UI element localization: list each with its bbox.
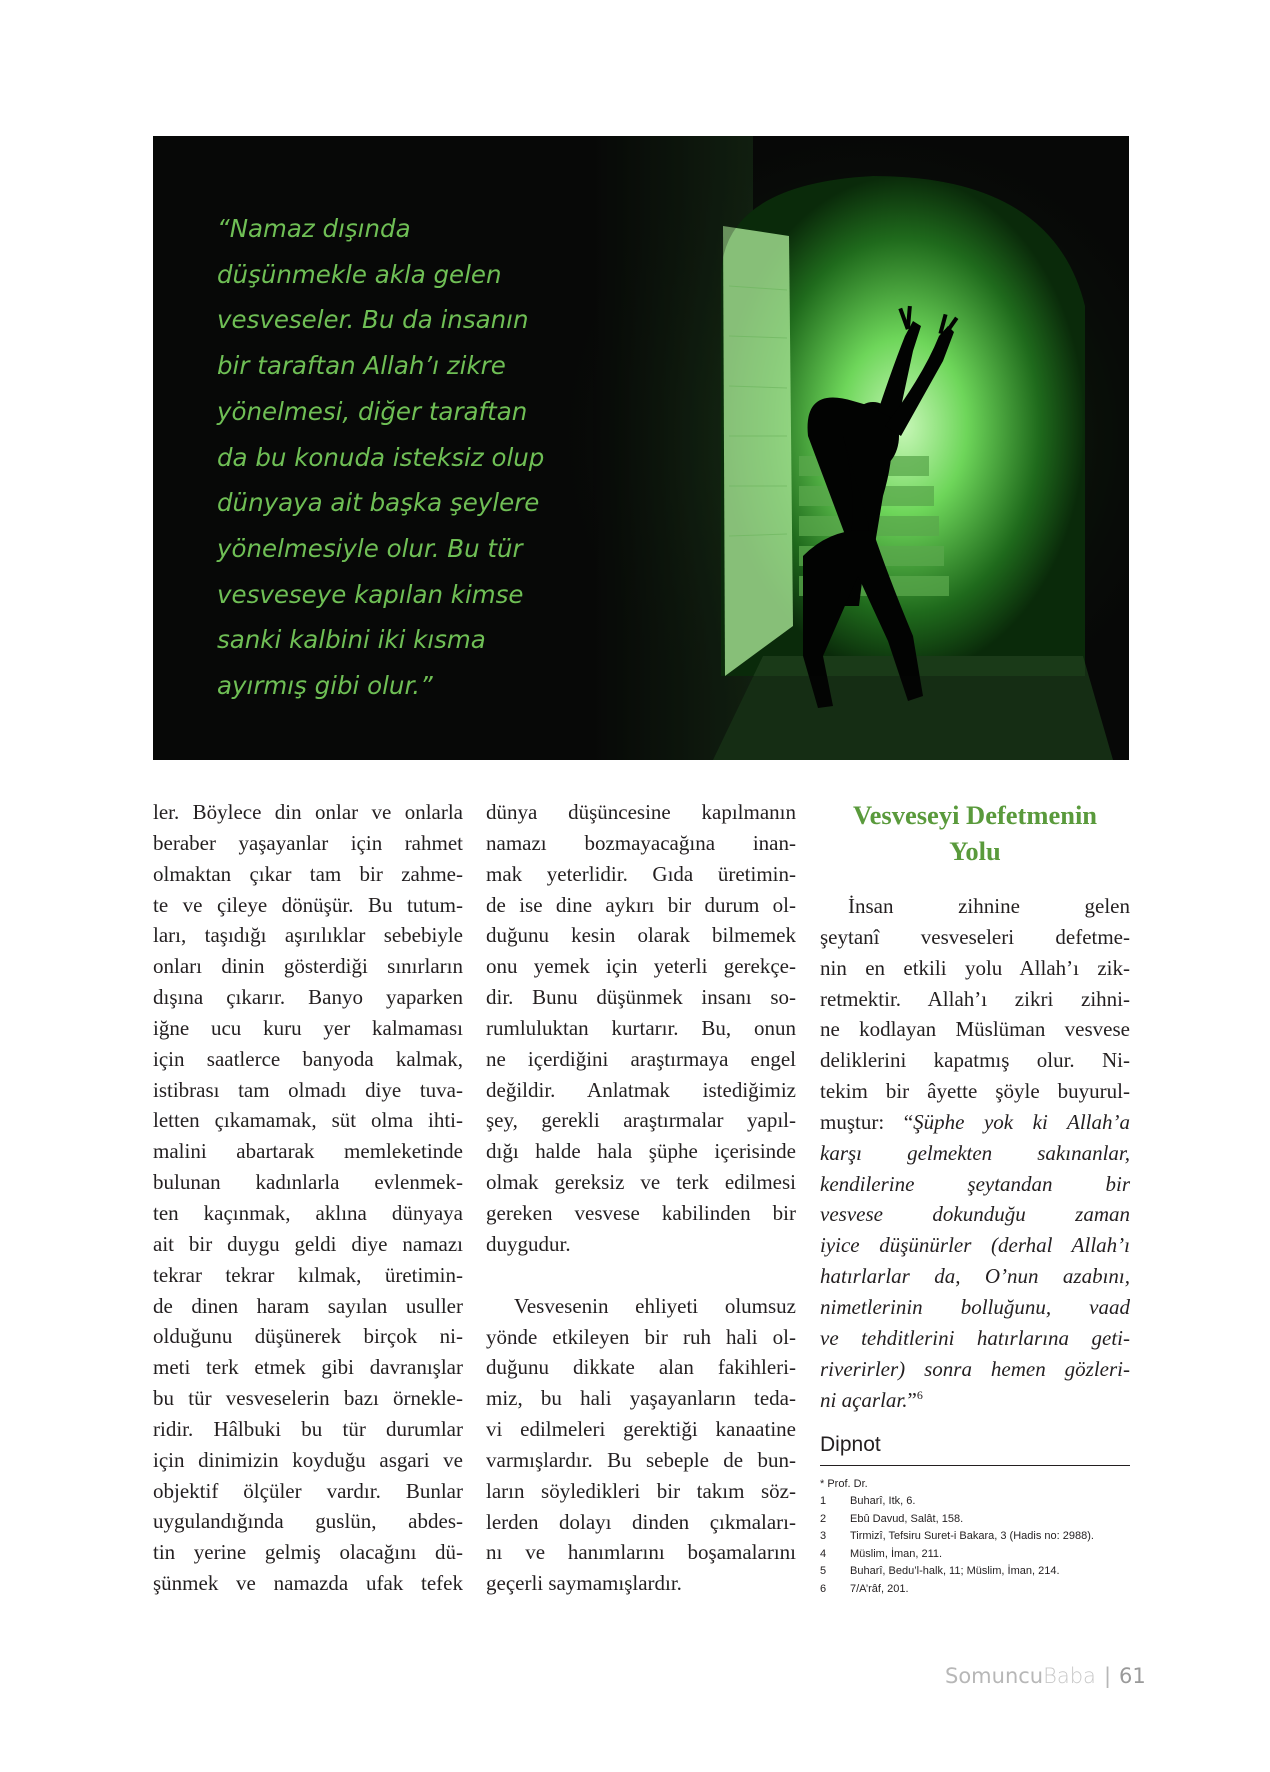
quote-line: dünyaya ait başka şeylere <box>217 488 540 518</box>
text-line: ten kaçınmak, aklına dünyaya <box>153 1200 463 1225</box>
verse-line: riverirler) sonra hemen gözleri- <box>820 1356 1130 1381</box>
text-line: tekim bir âyette şöyle buyurul- <box>820 1079 1130 1104</box>
footnote-number: 3 <box>820 1530 827 1542</box>
text-line: tin yerine gelmiş olacağını dü- <box>153 1540 463 1565</box>
text-line: olduğunu düşünerek birçok ni- <box>153 1324 463 1349</box>
text-line: nin en etkili yolu Allah’ı zik- <box>820 955 1130 980</box>
quote-line: bir taraftan Allah’ı zikre <box>217 351 506 381</box>
text-line: onları dinin gösterdiği sınırların <box>153 954 463 979</box>
text-line: şünmek ve namazda ufak tefek <box>153 1571 463 1596</box>
text-line: onu yemek için yeterli gerekçe- <box>486 954 796 979</box>
hero-image-panel <box>153 136 1129 760</box>
text-line: duygudur. <box>486 1231 571 1256</box>
section-title <box>820 797 1130 869</box>
text-line: dışına çıkarır. Banyo yaparken <box>153 985 463 1010</box>
text-line: deliklerini kapatmış olur. Ni- <box>820 1048 1130 1073</box>
text-line: yönde etkileyen bir ruh hali ol- <box>486 1324 796 1349</box>
footnote-number: 1 <box>820 1495 827 1507</box>
text-line: ları, taşıdığı aşırılıklar sebebiyle <box>153 923 463 948</box>
verse-line: kendilerine şeytandan bir <box>820 1171 1130 1196</box>
brand-name <box>945 1664 1096 1688</box>
text-run: ” <box>907 1387 917 1412</box>
quote-line: düşünmekle akla gelen <box>217 259 502 289</box>
footnote-number: 2 <box>820 1512 827 1525</box>
verse-text: ni açarlar. <box>820 1387 908 1412</box>
text-line: te ve çileye dönüşür. Bu tutum- <box>153 892 463 917</box>
page-footer <box>945 1664 1146 1688</box>
footnote-number: 6 <box>820 1582 827 1595</box>
text-line: gereken vesvese kabilinden bir <box>486 1200 796 1225</box>
footnote-item <box>820 1511 1130 1529</box>
text-line: ler. Böylece din onlar ve onlarla <box>153 800 463 824</box>
text-line: ne kodlayan Müslüman vesvese <box>820 1017 1130 1042</box>
section-title-line: Yolu <box>949 836 1001 866</box>
text-line: ların söyledikleri bir takım söz- <box>486 1478 796 1503</box>
footnote-text: Buharî, Bedu’l-halk, 11; Müslim, İman, 214. <box>850 1565 1060 1577</box>
text-line: dığı halde hala şüphe içerisinde <box>486 1139 796 1164</box>
text-line: namazı bozmayacağına inan- <box>486 830 796 855</box>
quote-line: vesveseye kapılan kimse <box>217 579 524 609</box>
text-line: için saatlerce banyoda kalmak, <box>153 1046 463 1071</box>
quote-line: yönelmesiyle olur. Bu tür <box>217 533 523 563</box>
footnote-text: 7/A’râf, 201. <box>850 1582 909 1595</box>
footnotes-title: Dipnot <box>820 1433 1130 1466</box>
text-line: rumluluktan kurtarır. Bu, onun <box>486 1015 796 1040</box>
text-line: ridir. Hâlbuki bu tür durumlar <box>153 1416 463 1441</box>
text-line: de ise dine aykırı bir durum ol- <box>486 892 796 917</box>
footnote-ref[interactable]: 6 <box>916 1387 923 1402</box>
text-line: nı ve hanımlarını boşamalarını <box>486 1540 796 1565</box>
text-line: beraber yaşayanlar için rahmet <box>153 830 463 855</box>
text-line: ne içerdiğini araştırmaya engel <box>486 1046 796 1071</box>
footnote-item <box>820 1563 1130 1581</box>
text-line: geçerli saymamışlardır. <box>486 1571 682 1596</box>
text-line: tekrar tekrar kılmak, üretimin- <box>153 1262 463 1287</box>
quote-line: “Namaz dışında <box>217 214 411 243</box>
footnote-number: 5 <box>820 1565 827 1577</box>
verse-end-line <box>820 1385 1130 1416</box>
text-line: ait bir duygu geldi diye namazı <box>153 1231 463 1256</box>
text-line: bu tür vesveselerin bazı örnekle- <box>153 1386 463 1411</box>
text-line: duğunu dikkate alan fakihleri- <box>486 1355 796 1380</box>
quote-line: vesveseler. Bu da insanın <box>217 305 529 335</box>
footer-separator: | <box>1103 1664 1112 1688</box>
page-number: 61 <box>1119 1664 1146 1688</box>
text-line: iğne ucu kuru yer kalmaması <box>153 1015 463 1040</box>
text-line: duğunu kesin olarak bilmemek <box>486 923 796 948</box>
text-line: dir. Bunu düşünmek insanı so- <box>486 985 796 1010</box>
footnote-item <box>820 1581 1130 1599</box>
verse-line: nimetlerinin bolluğunu, vaad <box>820 1294 1130 1319</box>
footnote-text: Ebû Davud, Salât, 158. <box>850 1512 964 1525</box>
footnotes <box>820 1433 1130 1598</box>
mixed-line <box>820 1107 1130 1138</box>
text-line: lerden dolayı dinden çıkmaları- <box>486 1509 796 1534</box>
text-line: mak yeterlidir. Gıda üretimin- <box>486 861 796 886</box>
verse-line: vesvese dokunduğu zaman <box>820 1202 1130 1227</box>
text-line: şeytanî vesveseleri defetme- <box>820 924 1130 949</box>
text-line: İnsan zihnine gelen <box>848 894 1130 918</box>
text-line: vi edilmeleri gerektiği kanaatine <box>486 1417 796 1442</box>
footnote-item <box>820 1493 1130 1511</box>
quote-line: ayırmış gibi olur.” <box>217 671 433 701</box>
text-line: uygulandığında guslün, abdes- <box>153 1509 463 1534</box>
verse-line: ve tehditlerini hatırlarına geti- <box>820 1325 1130 1350</box>
text-line: bulunan kadınlarla evlenmek- <box>153 1170 463 1195</box>
text-line: miz, bu hali yaşayanların teda- <box>486 1386 796 1411</box>
text-line: letten çıkamamak, süt olma ihti- <box>153 1108 463 1133</box>
text-line: de dinen haram sayılan usuller <box>153 1293 463 1318</box>
text-line: malini abartarak memleketinde <box>153 1139 463 1164</box>
text-line: olmaktan çıkar tam bir zahme- <box>153 861 463 886</box>
verse-line: karşı gelmekten sakınanlar, <box>820 1140 1130 1165</box>
text-line: için dinimizin koyduğu asgari ve <box>153 1447 463 1472</box>
section-title-line: Vesveseyi Defetmenin <box>852 800 1098 830</box>
text-line: objektif ölçüler vardır. Bunlar <box>153 1478 463 1503</box>
text-line: değildir. Anlatmak istediğimiz <box>486 1077 796 1102</box>
verse-line: hatırlarlar da, O’nun azabını, <box>820 1264 1130 1289</box>
brand-part: Baba <box>1043 1664 1096 1688</box>
brand-part: Somuncu <box>945 1664 1044 1688</box>
article-column-1 <box>153 797 463 1599</box>
text-line: Vesvesenin ehliyeti olumsuz <box>514 1293 796 1318</box>
footnote-text: Buharî, Itk, 6. <box>850 1495 916 1507</box>
text-line: retmektir. Allah’ı zikri zihni- <box>820 986 1130 1011</box>
text-line: olmak gereksiz ve terk edilmesi <box>486 1170 796 1195</box>
article-column-2 <box>486 797 796 1599</box>
footnote-text: Tirmizî, Tefsiru Suret-i Bakara, 3 (Hadis no: 2988). <box>850 1530 1094 1542</box>
footnote-text: Müslim, İman, 211. <box>850 1547 943 1560</box>
text-run: muştur: “ <box>820 1109 914 1134</box>
footnote-number: 4 <box>820 1547 827 1560</box>
text-line: istibrası tam olmadı diye tuva- <box>153 1077 463 1102</box>
paragraph-gap <box>486 1260 796 1291</box>
quote-line: da bu konuda isteksiz olup <box>217 442 545 472</box>
verse-line: iyice düşünürler (derhal Allah’ı <box>820 1233 1130 1258</box>
footnote-item <box>820 1546 1130 1564</box>
author-title-note: * Prof. Dr. <box>820 1478 868 1490</box>
text-line: varmışlardır. Bu sebeple de bun- <box>486 1447 796 1472</box>
quote-line: yönelmesi, diğer taraftan <box>217 396 528 426</box>
text-line: dünya düşüncesine kapılmanın <box>486 800 796 824</box>
pull-quote <box>217 206 567 709</box>
verse-text: Şüphe yok ki Allah’a <box>913 1109 1130 1134</box>
quote-line: sanki kalbini iki kısma <box>217 625 486 655</box>
footnote-item <box>820 1528 1130 1546</box>
article-column-3 <box>820 797 1130 1415</box>
text-line: meti terk etmek gibi davranışlar <box>153 1355 463 1380</box>
text-line: şey, gerekli araştırmalar yapıl- <box>486 1108 796 1133</box>
